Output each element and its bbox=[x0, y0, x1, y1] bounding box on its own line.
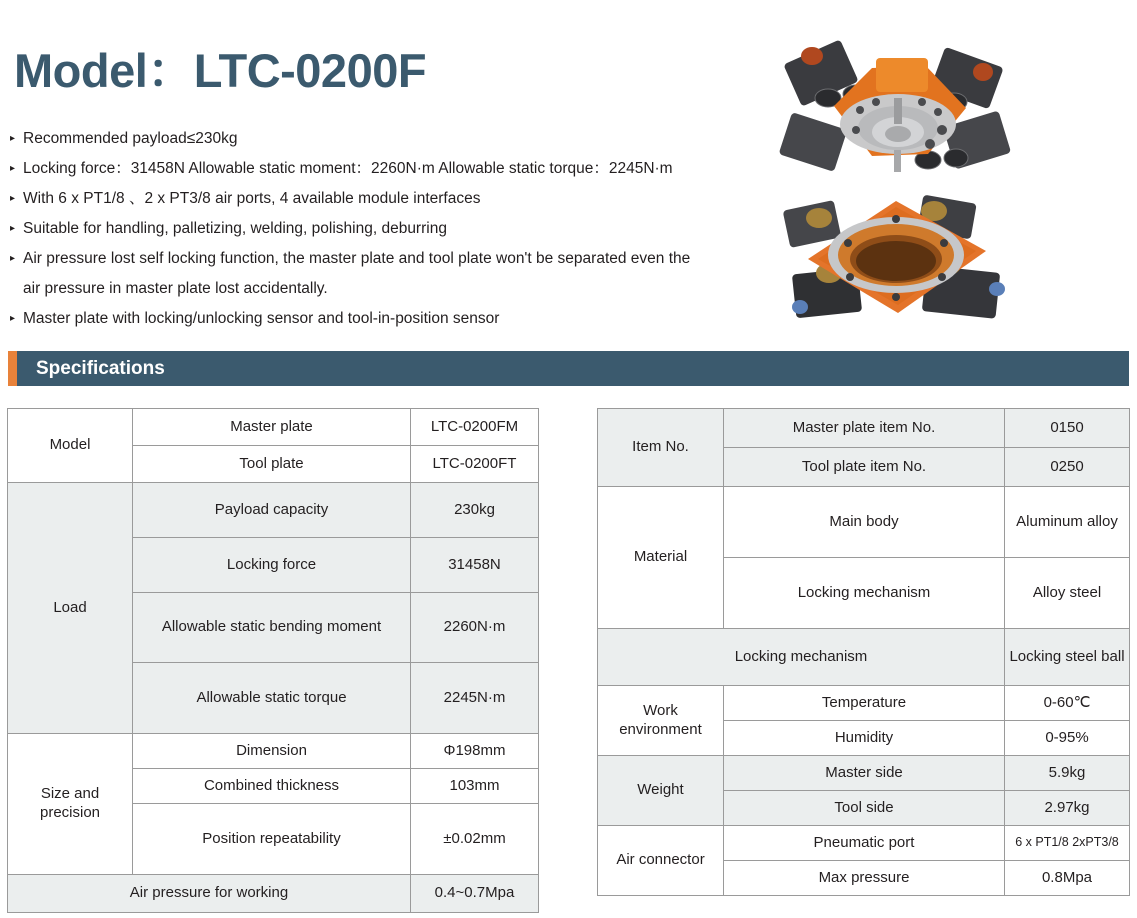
table-cell-parameter: Master side bbox=[724, 756, 1005, 791]
table-row bbox=[598, 487, 1130, 558]
table-row bbox=[598, 629, 1130, 686]
specifications-table-left bbox=[7, 408, 539, 913]
table-cell-value: 0150 bbox=[1005, 409, 1130, 448]
page-title: Model：LTC-0200F bbox=[14, 44, 427, 97]
feature-text: air pressure in master plate lost accidentally. bbox=[23, 280, 328, 297]
table-left-body bbox=[8, 409, 539, 913]
table-cell-parameter: Locking force bbox=[133, 538, 411, 593]
table-cell-value: 0-60℃ bbox=[1005, 686, 1130, 721]
table-cell-value: 0.4~0.7Mpa bbox=[411, 875, 539, 913]
table-cell-value: LTC-0200FT bbox=[411, 446, 539, 483]
table-row bbox=[598, 756, 1130, 791]
specifications-header-bar bbox=[8, 351, 1129, 386]
table-cell-parameter: Max pressure bbox=[724, 861, 1005, 896]
table-row bbox=[8, 409, 539, 446]
table-cell-value: 31458N bbox=[411, 538, 539, 593]
table-cell-group: Load bbox=[8, 483, 133, 734]
feature-item bbox=[10, 214, 770, 244]
table-cell-value: 5.9kg bbox=[1005, 756, 1130, 791]
table-cell-value: 2260N·m bbox=[411, 593, 539, 663]
table-cell-value: Alloy steel bbox=[1005, 558, 1130, 629]
feature-text: Air pressure lost self locking function, the master plate and tool plate won't be separated even the bbox=[23, 250, 691, 267]
feature-text: With 6 x PT1/8 、2 x PT3/8 air ports, 4 available module interfaces bbox=[23, 190, 481, 207]
feature-item bbox=[10, 184, 770, 214]
table-cell-group: Weight bbox=[598, 756, 724, 826]
tool-plate-photo bbox=[778, 193, 1016, 328]
feature-text: Locking force：31458N Allowable static moment：2260N·m Allowable static torque：2245N·m bbox=[23, 160, 673, 177]
table-cell-value: 230kg bbox=[411, 483, 539, 538]
table-cell-parameter: Tool plate item No. bbox=[724, 448, 1005, 487]
table-row bbox=[598, 826, 1130, 861]
bullet-triangle-icon: ▸ bbox=[10, 253, 16, 264]
table-cell-value: 6 x PT1/8 2xPT3/8 bbox=[1005, 826, 1130, 861]
table-cell-group: Air connector bbox=[598, 826, 724, 896]
table-cell-parameter: Main body bbox=[724, 487, 1005, 558]
table-cell-parameter: Locking mechanism bbox=[598, 629, 1005, 686]
table-cell-parameter: Locking mechanism bbox=[724, 558, 1005, 629]
table-cell-value: LTC-0200FM bbox=[411, 409, 539, 446]
table-cell-parameter: Pneumatic port bbox=[724, 826, 1005, 861]
table-right-body bbox=[598, 409, 1130, 896]
table-cell-value: 2245N·m bbox=[411, 663, 539, 734]
table-cell-value: Φ198mm bbox=[411, 734, 539, 769]
table-cell-parameter: Combined thickness bbox=[133, 769, 411, 804]
feature-item-continuation bbox=[10, 274, 770, 304]
table-cell-parameter: Tool plate bbox=[133, 446, 411, 483]
specifications-table-right bbox=[597, 408, 1130, 896]
master-plate-photo bbox=[776, 32, 1016, 182]
table-cell-parameter: Dimension bbox=[133, 734, 411, 769]
feature-text: Recommended payload≤230kg bbox=[23, 130, 238, 147]
feature-item bbox=[10, 244, 770, 274]
table-cell-parameter: Master plate bbox=[133, 409, 411, 446]
table-cell-group: Item No. bbox=[598, 409, 724, 487]
table-cell-parameter: Air pressure for working bbox=[8, 875, 411, 913]
feature-item bbox=[10, 304, 770, 334]
bullet-triangle-icon: ▸ bbox=[10, 163, 16, 174]
table-cell-parameter: Master plate item No. bbox=[724, 409, 1005, 448]
table-cell-value: Locking steel ball bbox=[1005, 629, 1130, 686]
table-cell-parameter: Temperature bbox=[724, 686, 1005, 721]
table-cell-group: Model bbox=[8, 409, 133, 483]
table-cell-value: ±0.02mm bbox=[411, 804, 539, 875]
table-row-footer bbox=[8, 875, 539, 913]
table-cell-parameter: Humidity bbox=[724, 721, 1005, 756]
table-cell-parameter: Payload capacity bbox=[133, 483, 411, 538]
product-image-group bbox=[772, 28, 1022, 328]
table-cell-parameter: Allowable static torque bbox=[133, 663, 411, 734]
table-row bbox=[8, 483, 539, 538]
table-cell-value: 0250 bbox=[1005, 448, 1130, 487]
table-cell-group: Work environment bbox=[598, 686, 724, 756]
table-cell-parameter: Position repeatability bbox=[133, 804, 411, 875]
table-cell-value: 0-95% bbox=[1005, 721, 1130, 756]
feature-text: Suitable for handling, palletizing, welding, polishing, deburring bbox=[23, 220, 447, 237]
table-cell-group: Size and precision bbox=[8, 734, 133, 875]
bullet-triangle-icon: ▸ bbox=[10, 133, 16, 144]
feature-item bbox=[10, 124, 770, 154]
feature-text: Master plate with locking/unlocking sensor and tool-in-position sensor bbox=[23, 310, 500, 327]
table-cell-parameter: Allowable static bending moment bbox=[133, 593, 411, 663]
bullet-triangle-icon: ▸ bbox=[10, 313, 16, 324]
table-cell-group: Material bbox=[598, 487, 724, 629]
bullet-triangle-icon: ▸ bbox=[10, 193, 16, 204]
table-cell-value: 2.97kg bbox=[1005, 791, 1130, 826]
specifications-label: Specifications bbox=[36, 357, 165, 379]
table-row bbox=[8, 734, 539, 769]
table-cell-value: 103mm bbox=[411, 769, 539, 804]
feature-list bbox=[10, 124, 770, 334]
table-row bbox=[598, 409, 1130, 448]
bullet-triangle-icon: ▸ bbox=[10, 223, 16, 234]
table-row bbox=[598, 686, 1130, 721]
table-cell-value: 0.8Mpa bbox=[1005, 861, 1130, 896]
feature-item bbox=[10, 154, 770, 184]
table-cell-value: Aluminum alloy bbox=[1005, 487, 1130, 558]
specifications-accent-bar bbox=[8, 351, 17, 386]
table-cell-parameter: Tool side bbox=[724, 791, 1005, 826]
